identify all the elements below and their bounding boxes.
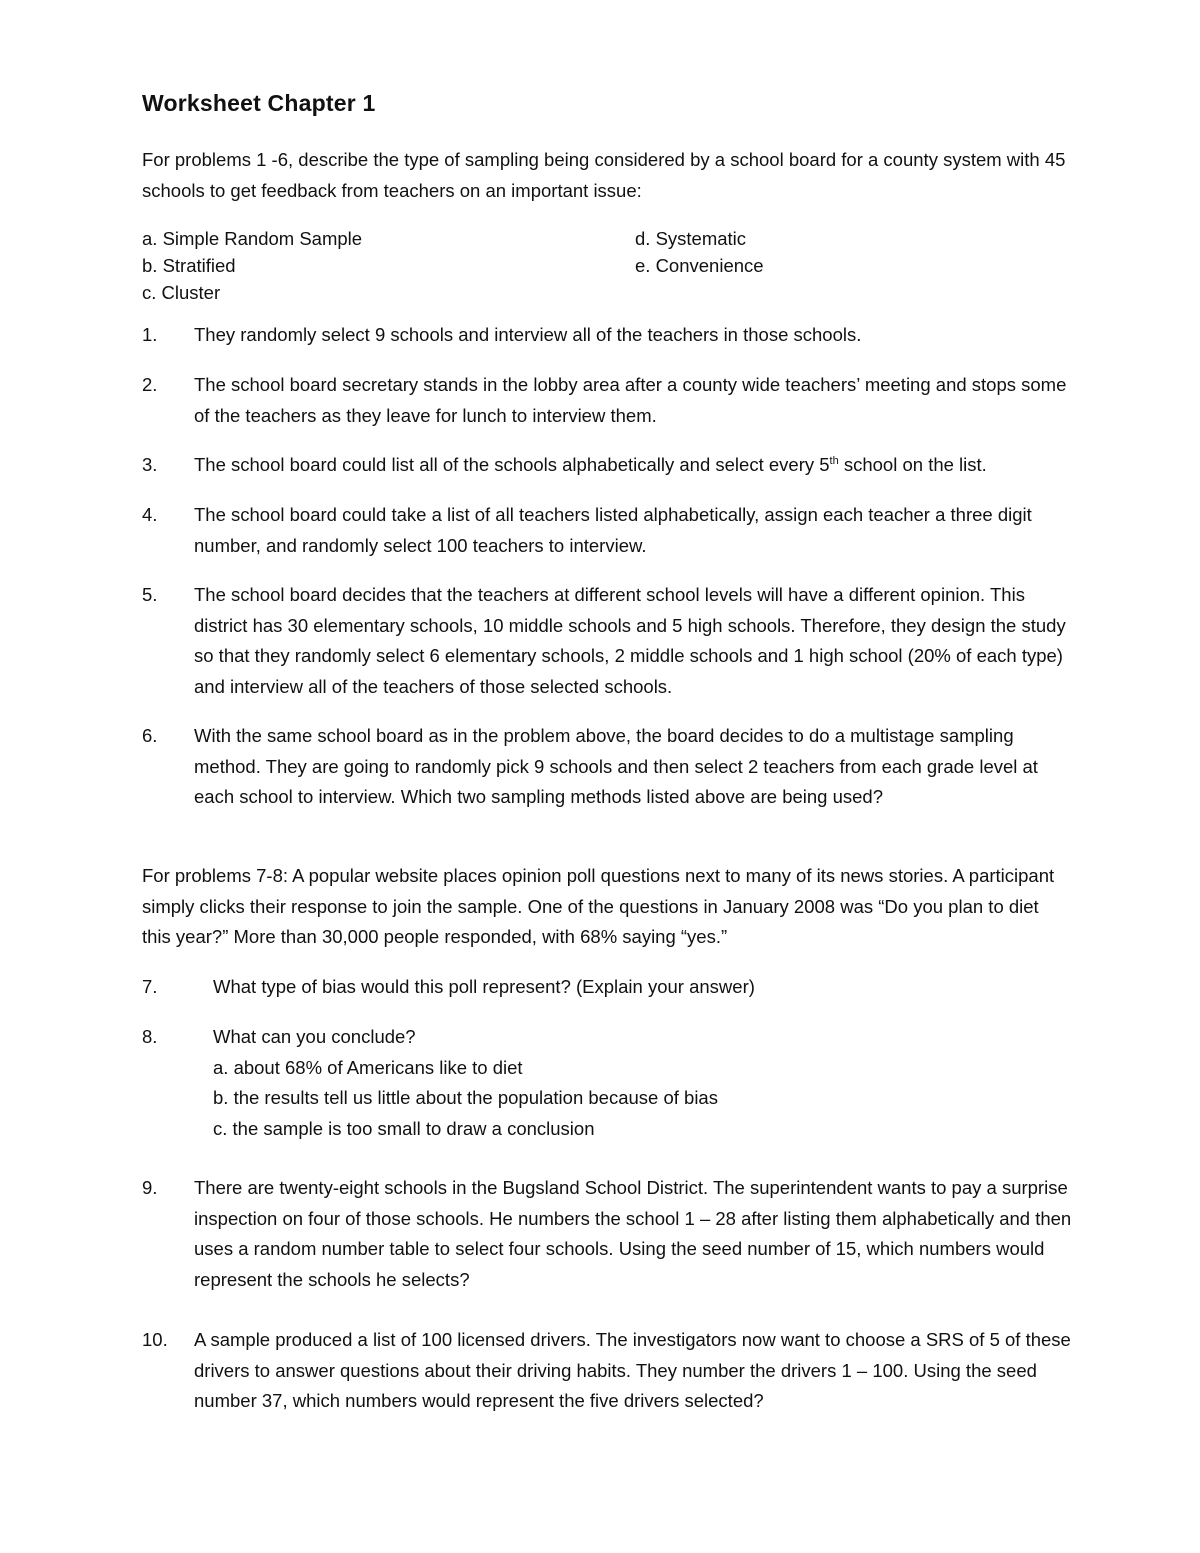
question-text: The school board decides that the teachers at different school levels will have a different opinion. This district has 30 elementary schools, 10 middle schools and 5 high schools. Therefore, they design the study so that they randomly select 6 elementary schools, 2 middle schools and 1 high school (20% of each type) and interview all of the teachers of those selected schools.: [194, 584, 1066, 697]
question-8: [142, 1022, 1072, 1144]
question-number: 6.: [142, 725, 158, 746]
option-b: b. Stratified: [142, 255, 236, 276]
question-6: [142, 721, 1072, 813]
question-number: 4.: [142, 504, 158, 525]
option-d: d. Systematic: [635, 228, 747, 249]
choice-b: b. the results tell us little about the population because of bias: [213, 1087, 718, 1108]
options-left-column: [142, 225, 602, 306]
question-4: [142, 500, 1072, 561]
option-a: a. Simple Random Sample: [142, 228, 363, 249]
question-text: The school board could take a list of all teachers listed alphabetically, assign each teacher a three digit number, and randomly select 100 teachers to interview.: [194, 504, 1032, 556]
question-text-part: school on the list.: [838, 454, 987, 475]
question-text-part: The school board could list all of the schools alphabetically and select every 5: [194, 454, 830, 475]
choice-a: a. about 68% of Americans like to diet: [213, 1056, 523, 1078]
question-2: [142, 370, 1072, 431]
question-1: [142, 320, 1072, 351]
intro-problems-7-8: For problems 7-8: A popular website places opinion poll questions next to many of its news stories. A participant simply clicks their response to join the sample. One of the questions in January 2008 was “Do you plan to diet this year?” More than 30,000 people responded, with 68% saying “yes.”: [142, 865, 1055, 947]
ordinal-suffix: th: [829, 455, 839, 467]
options-right-column: [635, 225, 995, 279]
option-e: e. Convenience: [635, 255, 764, 276]
question-text: The school board secretary stands in the lobby area after a county wide teachers’ meeting and stops some of the teachers as they leave for lunch to interview them.: [194, 374, 1067, 426]
question-text: With the same school board as in the problem above, the board decides to do a multistage sampling method. They are going to randomly pick 9 schools and then select 2 teachers from each grade level at each school to interview. Which two sampling methods listed above are being used?: [194, 725, 1038, 807]
question-3: [142, 450, 1072, 481]
option-c: c. Cluster: [142, 282, 221, 303]
question-number: 5.: [142, 584, 158, 605]
question-text: They randomly select 9 schools and interview all of the teachers in those schools.: [194, 324, 862, 345]
question-number: 1.: [142, 324, 158, 345]
question-text: [194, 450, 1072, 481]
question-text: What can you conclude?: [213, 1026, 416, 1047]
question-number: 9.: [142, 1177, 158, 1198]
page-title: Worksheet Chapter 1: [142, 90, 376, 116]
question-5: [142, 580, 1072, 702]
choice-c: c. the sample is too small to draw a conclusion: [213, 1117, 595, 1139]
question-9: [142, 1173, 1072, 1295]
question-7: [142, 972, 1072, 1003]
question-number: 2.: [142, 374, 158, 395]
question-number: 3.: [142, 454, 158, 475]
question-number: 10.: [142, 1329, 168, 1350]
question-content: [213, 1022, 1072, 1144]
question-text: There are twenty-eight schools in the Bugsland School District. The superintendent wants to pay a surprise inspection on four of those schools. He numbers the school 1 – 28 after listing them alphabetically and then uses a random number table to select four schools. Using the seed number of 15, which numbers would represent the schools he selects?: [194, 1177, 1072, 1290]
question-number: 8.: [142, 1026, 158, 1047]
question-10: [142, 1325, 1072, 1417]
intro-paragraph: For problems 1 -6, describe the type of sampling being considered by a school board for a county system with 45 schools to get feedback from teachers on an important issue:: [142, 149, 1066, 201]
question-number: 7.: [142, 976, 158, 997]
question-text: What type of bias would this poll represent? (Explain your answer): [213, 976, 755, 997]
question-text: A sample produced a list of 100 licensed drivers. The investigators now want to choose a SRS of 5 of these drivers to answer questions about their driving habits. They number the drivers 1 – 100. Using the seed number 37, which numbers would represent the five drivers selected?: [194, 1329, 1071, 1411]
